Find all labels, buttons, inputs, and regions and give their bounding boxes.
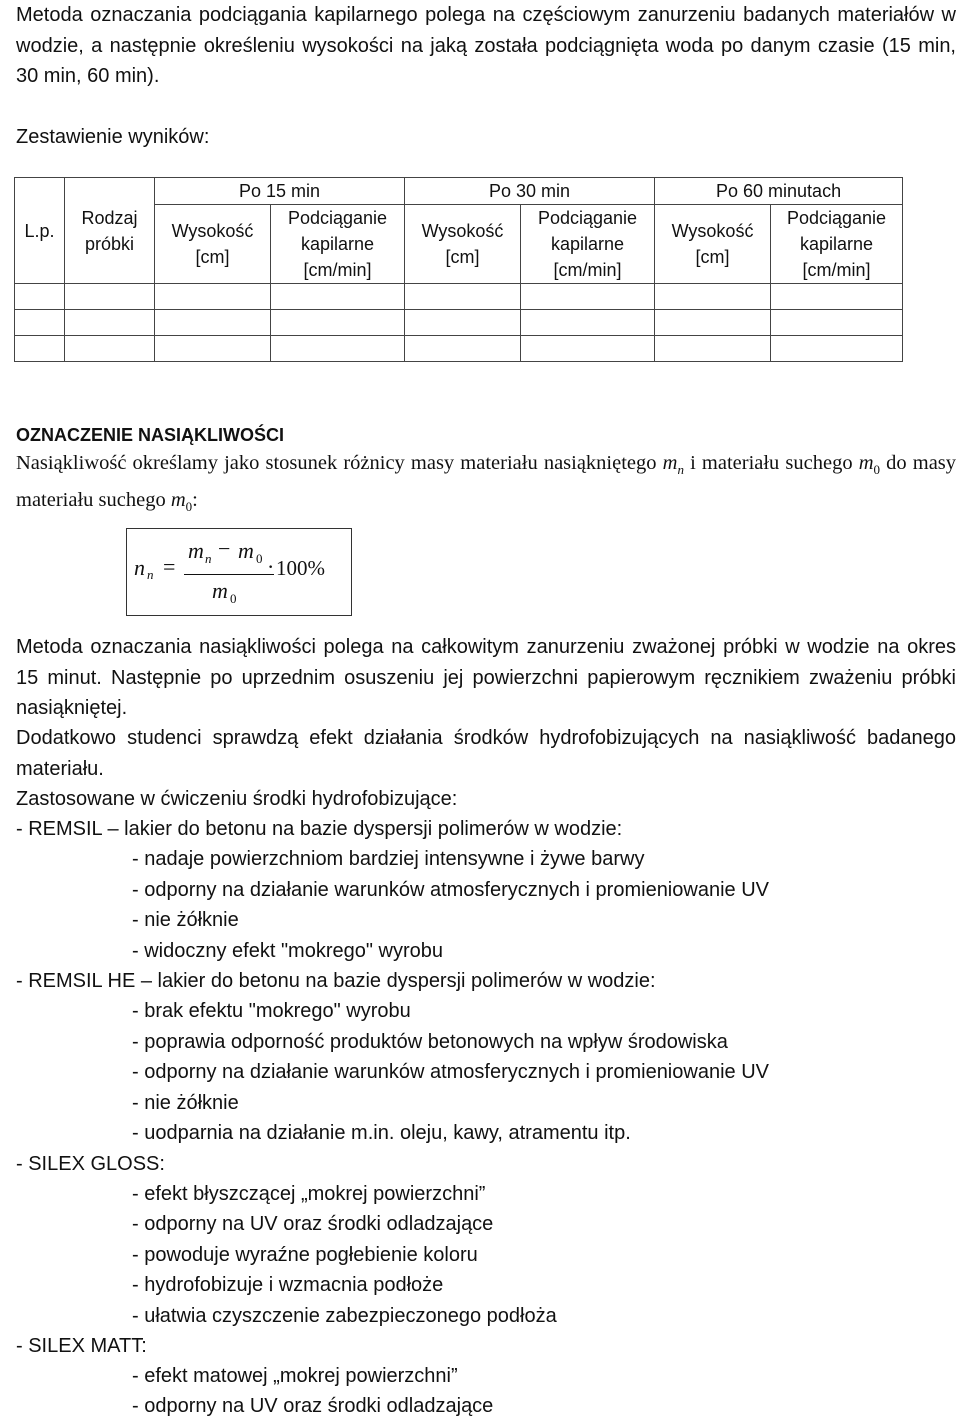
formula-lhs-sub: n <box>147 567 154 582</box>
table-cell <box>521 336 655 362</box>
absorption-definition <box>16 448 956 522</box>
additional-paragraph: Dodatkowo studenci sprawdzą efekt działania środków hydrofobizujących na nasiąkliwość badanego materiału. <box>16 727 956 780</box>
header-capillary-60: Podciąganie kapilarne [cm/min] <box>771 205 903 284</box>
formula-num-a: m <box>188 538 204 563</box>
list-item: - nadaje powierzchniom bardziej intensywne i żywe barwy <box>132 848 645 870</box>
agents-intro: Zastosowane w ćwiczeniu środki hydrofobizujące: <box>16 788 458 810</box>
method-paragraph: Metoda oznaczania nasiąkliwości polega na całkowitym zanurzeniu zważonej próbki w wodzie na okres 15 minut. Następnie po uprzednim osuszeniu jej powierzchni papierowym ręcznikiem zważeniu próbki nasiąkniętej. <box>16 636 956 719</box>
formula-num-b-sub: 0 <box>256 551 263 566</box>
formula-percent: 100% <box>276 556 325 580</box>
formula-num-a-sub: n <box>205 551 212 566</box>
product-name-remsil-he: - REMSIL HE – lakier do betonu na bazie dyspersji polimerów w wodzie: <box>16 970 656 992</box>
header-group-15: Po 15 min <box>155 178 405 205</box>
table-cell <box>655 310 771 336</box>
table-cell <box>155 310 271 336</box>
table-row <box>15 310 903 336</box>
list-item: - nie żółknie <box>132 909 239 931</box>
list-item: - uodparnia na działanie m.in. oleju, kawy, atramentu itp. <box>132 1122 631 1144</box>
list-item: - odporny na UV oraz środki odladzające <box>132 1395 494 1417</box>
table-cell <box>771 284 903 310</box>
table-cell <box>771 310 903 336</box>
definition-text: i materiału suchego <box>690 452 853 474</box>
list-item: - odporny na działanie warunków atmosferycznych i promieniowanie UV <box>132 879 769 901</box>
product-name-remsil: - REMSIL – lakier do betonu na bazie dyspersji polimerów w wodzie: <box>16 818 623 840</box>
table-cell <box>271 284 405 310</box>
formula-den: m <box>212 578 228 603</box>
table-row <box>15 284 903 310</box>
table-cell <box>15 336 65 362</box>
absorption-heading: OZNACZENIE NASIĄKLIWOŚCI <box>16 425 284 445</box>
formula-times: · <box>267 554 275 579</box>
list-item: - powoduje wyraźne pogłebienie koloru <box>132 1244 478 1266</box>
header-sample-type: Rodzaj próbki <box>65 178 155 284</box>
header-group-60: Po 60 minutach <box>655 178 903 205</box>
var-m0: m <box>858 452 874 474</box>
header-height-60: Wysokość [cm] <box>655 205 771 284</box>
product-name-silex-matt: - SILEX MATT: <box>16 1335 147 1357</box>
list-item: - efekt matowej „mokrej powierzchni” <box>132 1365 458 1387</box>
header-lp: L.p. <box>15 178 65 284</box>
formula-lhs: n <box>134 555 145 580</box>
header-group-30: Po 30 min <box>405 178 655 205</box>
table-cell <box>405 310 521 336</box>
table-cell <box>65 336 155 362</box>
fraction-line <box>184 574 274 575</box>
list-item: - nie żółknie <box>132 1092 239 1114</box>
intro-paragraph: Metoda oznaczania podciągania kapilarnego polega na częściowym zanurzeniu badanych materiałów w wodzie, a następnie określeniu wysokości na jaką została podciągnięta woda po danym czasie (15 min, 30 min, 60 min). <box>16 4 956 87</box>
product-name-silex-gloss: - SILEX GLOSS: <box>16 1153 165 1175</box>
table-cell <box>271 310 405 336</box>
var-mn-sub: n <box>677 462 684 478</box>
table-cell <box>65 310 155 336</box>
formula-den-sub: 0 <box>230 591 237 606</box>
table-cell <box>15 310 65 336</box>
list-item: - widoczny efekt "mokrego" wyrobu <box>132 940 443 962</box>
list-item: - odporny na UV oraz środki odladzające <box>132 1213 494 1235</box>
header-height-15: Wysokość [cm] <box>155 205 271 284</box>
table-cell <box>521 284 655 310</box>
header-capillary-30: Podciąganie kapilarne [cm/min] <box>521 205 655 284</box>
list-item: - odporny na działanie warunków atmosferycznych i promieniowanie UV <box>132 1061 769 1083</box>
table-cell <box>155 284 271 310</box>
var-mn: m <box>662 452 678 474</box>
table-cell <box>771 336 903 362</box>
definition-text: do masy materiału suchego <box>16 452 957 512</box>
results-heading: Zestawienie wyników: <box>16 126 210 148</box>
header-capillary-15: Podciąganie kapilarne [cm/min] <box>271 205 405 284</box>
table-cell <box>655 336 771 362</box>
results-table <box>14 177 903 362</box>
table-row <box>15 336 903 362</box>
list-item: - efekt błyszczącej „mokrej powierzchni” <box>132 1183 486 1205</box>
list-item: - brak efektu "mokrego" wyrobu <box>132 1000 411 1022</box>
table-cell <box>271 336 405 362</box>
var-m0-sub: 0 <box>873 462 881 478</box>
table-cell <box>405 284 521 310</box>
var-m0-sub: 0 <box>185 499 193 515</box>
formula-equals: = <box>163 554 176 579</box>
table-cell <box>15 284 65 310</box>
list-item: - ułatwia czyszczenie zabezpieczonego podłoża <box>132 1305 557 1327</box>
var-m0: m <box>170 489 186 512</box>
list-item: - poprawia odporność produktów betonowych na wpływ środowiska <box>132 1031 728 1053</box>
table-cell <box>655 284 771 310</box>
list-item: - hydrofobizuje i wzmacnia podłoże <box>132 1274 444 1296</box>
table-cell <box>155 336 271 362</box>
definition-colon: : <box>192 489 198 512</box>
header-height-30: Wysokość [cm] <box>405 205 521 284</box>
table-cell <box>405 336 521 362</box>
formula-num-b: m <box>238 538 254 563</box>
formula-minus: − <box>218 536 231 561</box>
table-cell <box>65 284 155 310</box>
table-cell <box>521 310 655 336</box>
definition-text: Nasiąkliwość określamy jako stosunek różnicy masy materiału nasiąkniętego <box>16 452 657 474</box>
